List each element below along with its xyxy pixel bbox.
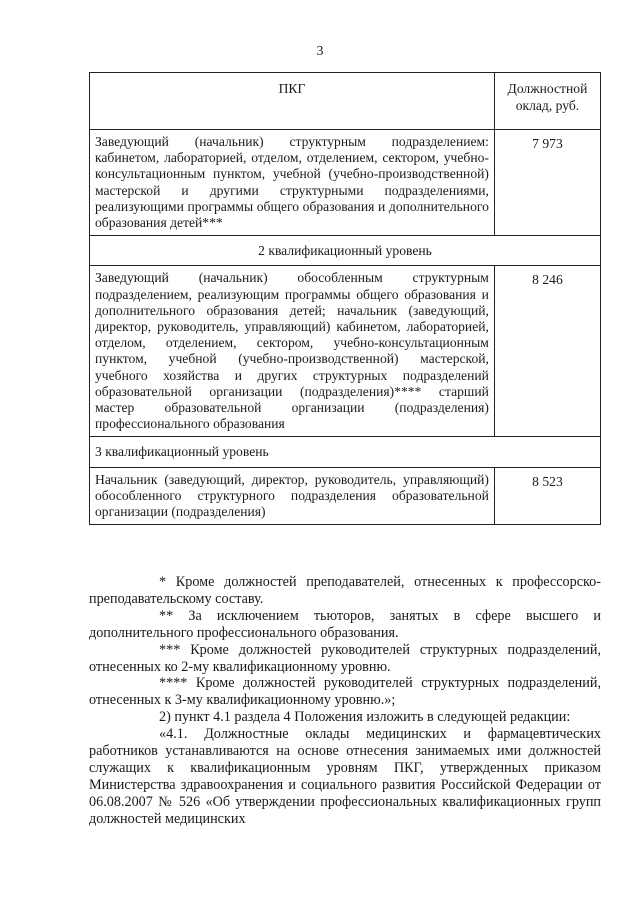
level-3-row <box>90 437 601 467</box>
paragraph-item-2: 2) пункт 4.1 раздела 4 Положения изложить в следующей редакции: <box>159 709 571 726</box>
table-row <box>90 130 601 236</box>
pkg-salary-table <box>89 72 601 525</box>
footnote-3: *** Кроме должностей руководителей структурных подразделений, отнесенных ко 2-му квалификационному уровню. <box>89 641 601 675</box>
row3-position: Начальник (заведующий, директор, руководитель, управляющий) обособленного структурного подразделения образовательной организации (подразделения) <box>90 467 495 525</box>
level-2-row <box>90 236 601 266</box>
row1-position: Заведующий (начальник) структурным подразделением: кабинетом, лабораторией, отделом, отделением, сектором, учебно-консультационным пунктом, учебной (учебно-производственной) мастерской и другими структурными подразделениями, реализующими программы общего образования и дополнительного образования детей*** <box>90 130 495 236</box>
row2-salary: 8 246 <box>494 266 600 437</box>
table-row <box>90 467 601 525</box>
row3-salary: 8 523 <box>494 467 600 525</box>
row2-position: Заведующий (начальник) обособленным структурным подразделением, реализующим программы общего образования и дополнительного образования детей; начальник (заведующий, директор, руководитель, управляющий) кабинетом, лабораторией, отделом, отделением, сектором, учебно-консультационным пунктом, учебной (учебно-производственной) мастерской, учебного хозяйства и других структурных подразделений образовательной организации (подразделения)**** старший мастер образовательной организации (подразделения) профессионального образования <box>90 266 495 437</box>
header-pkg: ПКГ <box>90 73 495 130</box>
page-number: 3 <box>316 44 324 59</box>
row1-salary: 7 973 <box>494 130 600 236</box>
footnote-4: **** Кроме должностей руководителей структурных подразделений, отнесенных к 3-му квалификационному уровню.»; <box>89 675 601 709</box>
paragraph-4-1: «4.1. Должностные оклады медицинских и фармацевтических работников устанавливаются на основе отнесения занимаемых ими должностей служащих к квалификационным уровням ПКГ, утвержденных приказом Министерства здравоохранения и социального развития Российской Федерации от 06.08.2007 № 526 «Об утверждении профессиональных квалификационных групп должностей медицинских <box>89 726 601 827</box>
footnote-1: * Кроме должностей преподавателей, отнесенных к профессорско-преподавательскому составу. <box>89 574 601 607</box>
table-row <box>90 266 601 437</box>
footnote-2: ** За исключением тьюторов, занятых в сфере высшего и дополнительного профессионального образования. <box>89 607 601 641</box>
table-header-row <box>90 73 601 130</box>
footnotes-block <box>89 574 601 828</box>
level-2-heading: 2 квалификационный уровень <box>90 236 601 266</box>
level-3-heading: 3 квалификационный уровень <box>90 437 601 467</box>
header-salary: Должностной оклад, руб. <box>494 73 600 130</box>
